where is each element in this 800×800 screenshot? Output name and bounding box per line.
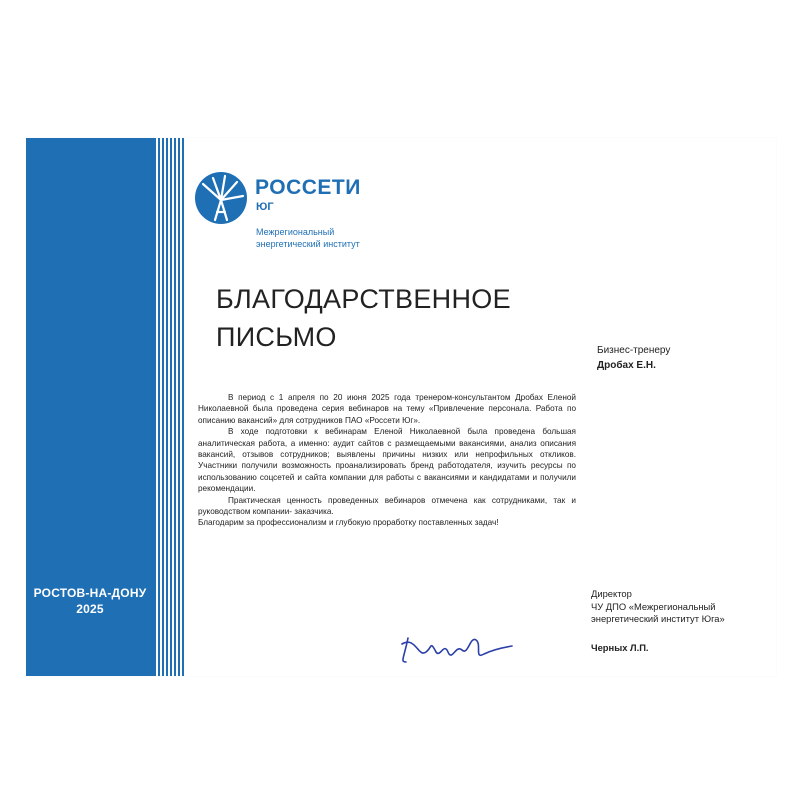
signer-org-line1: ЧУ ДПО «Межрегиональный xyxy=(591,600,716,612)
body-paragraph: В ходе подготовки к вебинарам Еленой Николаевной была проведена большая аналитическая работа, а именно: аудит сайтов с размещаемыми вакансиями, анализ описания вакансий, отзывов сотрудников; выявлены причины низких или непрофильных откликов. Участники получили возможность проанализировать бренд работодателя, изучить ресурсы по использованию соцсетей и сайта компании для работы с вакансиями и кандидатами и получили рекомендации. xyxy=(198,427,576,494)
handwritten-signature xyxy=(396,618,526,668)
document-title xyxy=(216,280,511,356)
logo-subtitle: ЮГ xyxy=(256,201,274,213)
recipient-name: Дробах Е.Н. xyxy=(597,360,656,371)
signer-org-line2: энергетический институт Юга» xyxy=(591,613,725,624)
band-stripes xyxy=(154,138,184,676)
logo-institute xyxy=(256,226,360,250)
body-paragraph: Благодарим за профессионализм и глубокую проработку поставленных задач! xyxy=(198,518,499,528)
body-paragraph: Практическая ценность проведенных вебинаров отмечена как сотрудниками, так и руководством компании- заказчика. xyxy=(198,495,576,517)
logo-institute-line1: Межрегиональный xyxy=(256,227,335,237)
signer-block xyxy=(591,588,725,626)
recipient-role: Бизнес-тренеру xyxy=(597,345,671,356)
band-year: 2025 xyxy=(76,602,104,616)
title-line1: БЛАГОДАРСТВЕННОЕ xyxy=(216,284,511,314)
rosseti-emblem-icon xyxy=(193,170,249,226)
signer-position: Директор xyxy=(591,588,632,599)
band-city: РОСТОВ-НА-ДОНУ xyxy=(33,586,147,600)
gratitude-letter xyxy=(26,138,776,676)
signer-name: Черных Л.П. xyxy=(591,642,649,653)
band-city-year xyxy=(26,585,154,617)
title-line2: ПИСЬМО xyxy=(216,322,337,352)
body-paragraph: В период с 1 апреля по 20 июня 2025 года тренером-консультантом Дробах Еленой Николаевной была проведена серия вебинаров на тему «Привлечение персонала. Работа по описанию вакансий» для сотрудников ПАО «Россети Юг». xyxy=(198,393,576,425)
letter-body xyxy=(198,392,576,529)
logo-title: РОССЕТИ xyxy=(255,176,361,199)
logo-institute-line2: энергетический институт xyxy=(256,239,360,249)
rosseti-logo xyxy=(193,170,413,260)
recipient-block xyxy=(597,343,670,373)
